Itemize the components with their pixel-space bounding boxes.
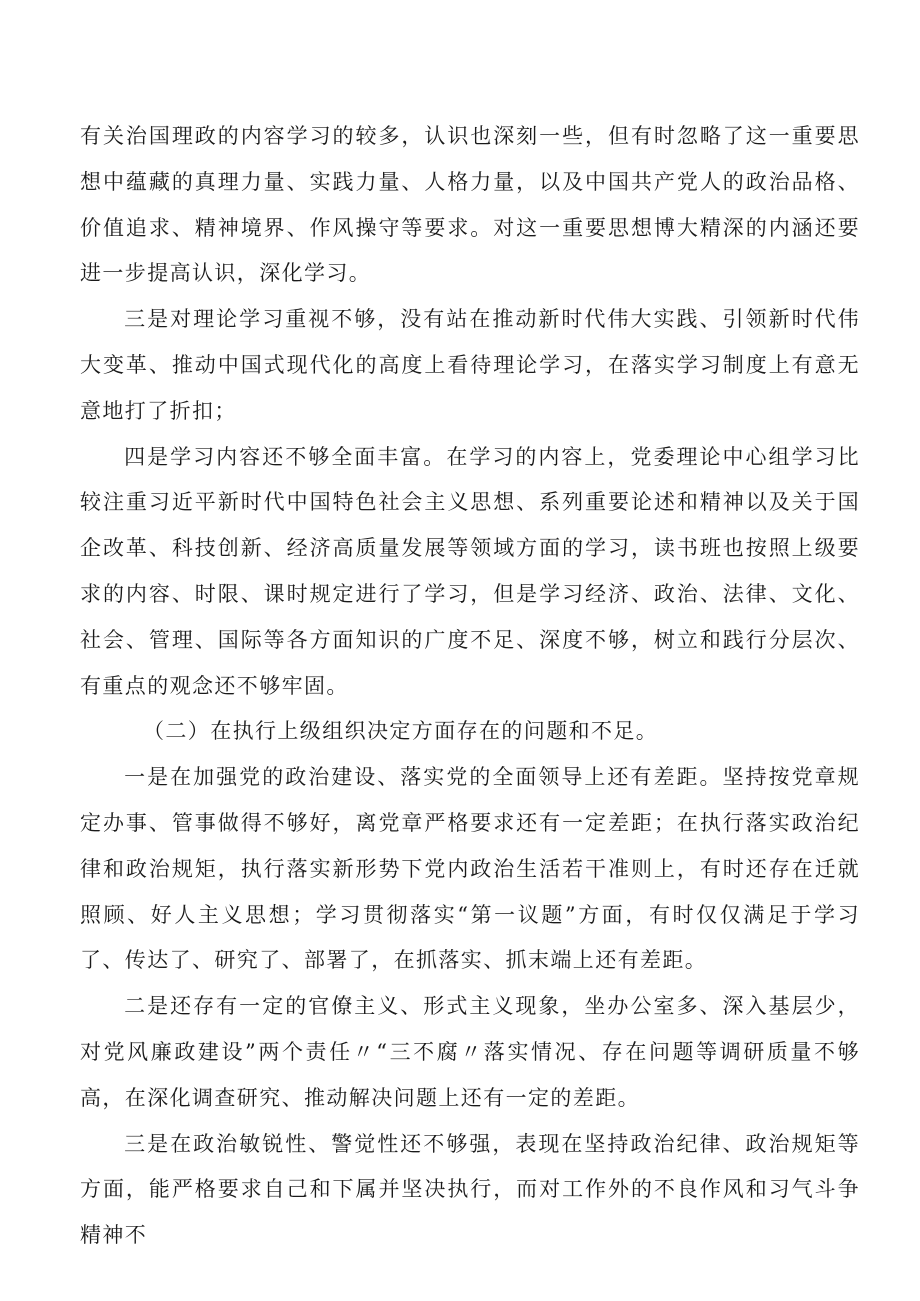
- paragraph-continuation: 有关治国理政的内容学习的较多，认识也深刻一些，但有时忽略了这一重要思想中蕴藏的真理力量、实践力量、人格力量，以及中国共产党人的政治品格、价值追求、精神境界、作风操守等要求。对这一重要思想博大精深的内涵还要进一步提高认识，深化学习。: [80, 124, 860, 286]
- paragraph-theory-study: 三是对理论学习重视不够，没有站在推动新时代伟大实践、引领新时代伟大变革、推动中国式现代化的高度上看待理论学习，在落实学习制度上有意无意地打了折扣；: [80, 307, 860, 423]
- paragraph-political-sensitivity: 三是在政治敏锐性、警觉性还不够强，表现在坚持政治纪律、政治规矩等方面，能严格要求自己和下属并坚决执行，而对工作外的不良作风和习气斗争精神不: [80, 1131, 860, 1248]
- document-body: [80, 114, 860, 1259]
- paragraph-bureaucratism: 二是还存有一定的官僚主义、形式主义现象，坐办公室多、深入基层少，对党风廉政建设”两个责任〃“三不腐〃落实情况、存在问题等调研质量不够高，在深化调查研究、推动解决问题上还有一定的差距。: [80, 994, 860, 1110]
- section-heading-2: （二）在执行上级组织决定方面存在的问题和不足。: [143, 719, 659, 744]
- paragraph-study-content: 四是学习内容还不够全面丰富。在学习的内容上，党委理论中心组学习比较注重习近平新时代中国特色社会主义思想、系列重要论述和精神以及关于国企改革、科技创新、经济高质量发展等领域方面的学习，读书班也按照上级要求的内容、时限、课时规定进行了学习，但是学习经济、政治、法律、文化、社会、管理、国际等各方面知识的广度不足、深度不够，树立和践行分层次、有重点的观念还不够牢固。: [80, 444, 860, 698]
- paragraph-political-building: 一是在加强党的政治建设、落实党的全面领导上还有差距。坚持按党章规定办事、管事做得不够好，离党章严格要求还有一定差距；在执行落实政治纪律和政治规矩，执行落实新形势下党内政治生活若干准则上，有时还存在迁就照顾、好人主义思想；学习贯彻落实“第一议题”方面，有时仅仅满足于学习了、传达了、研究了、部署了，在抓落实、抓末端上还有差距。: [80, 765, 860, 973]
